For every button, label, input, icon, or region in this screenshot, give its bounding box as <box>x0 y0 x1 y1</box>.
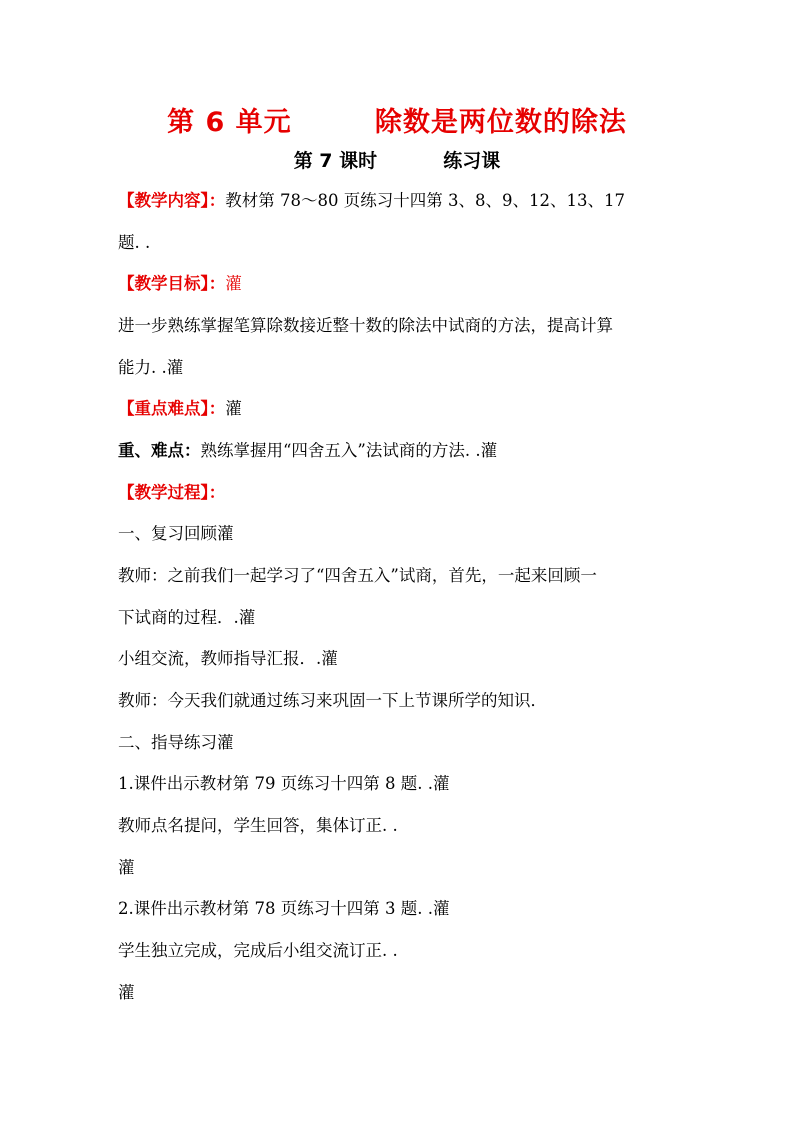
teaching-content-label: 【教学内容】： <box>118 191 226 210</box>
key-mark: 灌 <box>225 399 242 418</box>
paragraph-1-line-1: 教师：之前我们一起学习了“四舍五入”试商，首先，一起来回顾一 <box>118 566 597 585</box>
key-points-text: 熟练掌握用“四舍五入”法试商的方法. .灌 <box>200 441 498 460</box>
practice-item-1-mark: 灌 <box>118 858 135 877</box>
teaching-content-line-2: 题. . <box>118 233 151 252</box>
key-points-bold-label: 重、难点： <box>118 441 201 460</box>
section-review: 一、复习回顾灌 <box>118 524 234 543</box>
teaching-content-line <box>118 189 688 213</box>
key-points-label: 【重点难点】： <box>118 399 226 418</box>
paragraph-1-line-2: 下试商的过程．.灌 <box>118 608 256 627</box>
key-points-heading <box>118 397 688 421</box>
section-practice: 二、指导练习灌 <box>118 733 234 752</box>
teaching-content-text: 教材第 78～80 页练习十四第 3、8、9、12、13、17 <box>225 191 625 210</box>
process-heading <box>118 481 688 505</box>
practice-item-1: 1.课件出示教材第 79 页练习十四第 8 题. .灌 <box>118 774 450 793</box>
page-title: 第 6 单元 除数是两位数的除法 <box>167 107 627 138</box>
goal-mark: 灌 <box>225 274 242 293</box>
practice-item-2-mark: 灌 <box>118 983 135 1002</box>
paragraph-2: 小组交流，教师指导汇报．.灌 <box>118 649 338 668</box>
key-points-line <box>118 439 688 463</box>
lesson-subtitle: 第 7 课时 练习课 <box>293 150 501 172</box>
teaching-goal-text-2: 能力. .灌 <box>118 358 184 377</box>
teaching-goal-text-1: 进一步熟练掌握笔算除数接近整十数的除法中试商的方法，提高计算 <box>118 316 613 335</box>
practice-item-2-text: 学生独立完成，完成后小组交流订正. . <box>118 941 398 960</box>
teaching-goal-heading <box>118 272 688 296</box>
practice-item-1-text: 教师点名提问，学生回答，集体订正. . <box>118 816 398 835</box>
paragraph-3: 教师：今天我们就通过练习来巩固一下上节课所学的知识． <box>118 691 547 710</box>
practice-item-2: 2.课件出示教材第 78 页练习十四第 3 题. .灌 <box>118 899 450 918</box>
process-label: 【教学过程】： <box>118 483 226 502</box>
teaching-goal-label: 【教学目标】： <box>118 274 226 293</box>
